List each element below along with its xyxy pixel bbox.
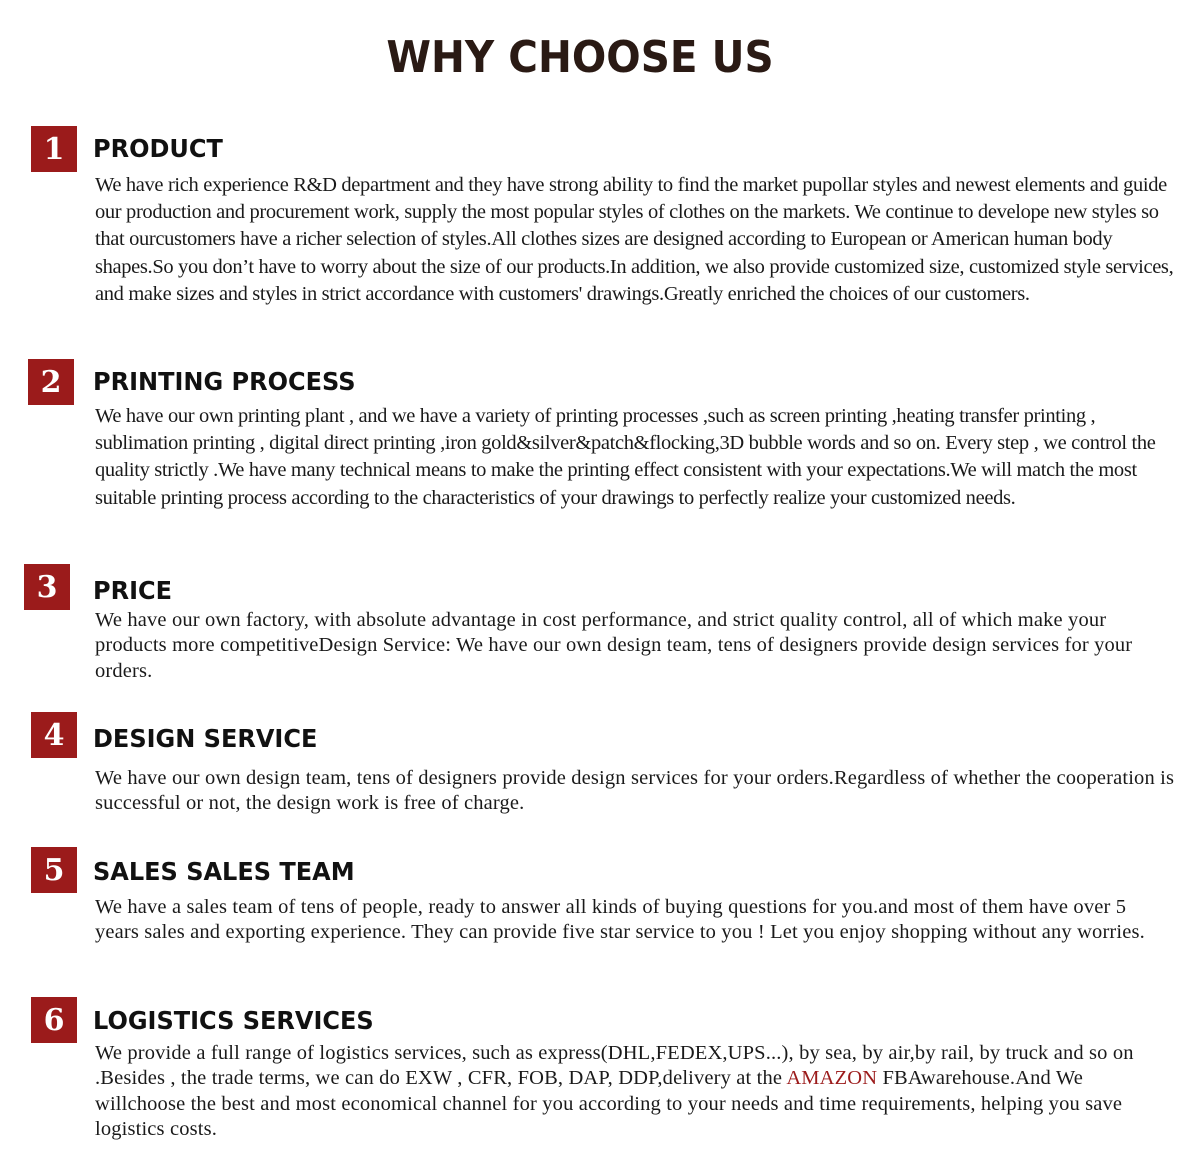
- section-number-badge: 1: [31, 126, 77, 172]
- section-number-badge: 5: [31, 847, 77, 893]
- section-number-badge: 4: [31, 712, 77, 758]
- section-body: We have our own design team, tens of designers provide design services for your orders.Regardless of whether the cooperation is successful or not, the design work is free of charge.: [95, 767, 1175, 815]
- amazon-highlight: AMAZON: [786, 1067, 878, 1090]
- section-body: We have a sales team of tens of people, ready to answer all kinds of buying questions for you.and most of them have over 5 years sales and exporting experience. They can provide five star service to you ! Let you enjoy shopping without any worries.: [95, 896, 1145, 944]
- section-heading: PRINTING PROCESS: [93, 367, 356, 396]
- section-heading: LOGISTICS SERVICES: [93, 1006, 374, 1035]
- section-number-badge: 2: [28, 359, 74, 405]
- section-body: We have our own printing plant , and we have a variety of printing processes ,such as screen printing ,heating transfer printing , sublimation printing , digital direct printing ,iron gold&silver&patch&flocking,3D bubble words and so on. Every step , we control the quality strictly .We have many technical means to make the printing effect consistent with your expectations.We will match the most suitable printing process according to the characteristics of your drawings to perfectly realize your customized needs.: [95, 405, 1156, 509]
- section-number-badge: 3: [24, 564, 70, 610]
- body-text-part: FBAwarehouse.And We willchoose the best and most economical channel for you according to your needs and time requirements, helping you save logistics costs.: [95, 1067, 1123, 1141]
- section-body: [95, 1041, 1175, 1143]
- section-body: We have rich experience R&D department and they have strong ability to find the market pupollar styles and newest elements and guide our production and procurement work, supply the most popular styles of clothes on the markets. We continue to develope new styles so that ourcustomers have a richer selection of styles.All clothes sizes are designed according to European or American human body shapes.So you don’t have to worry about the size of our products.In addition, we also provide customized size, customized style services, and make sizes and styles in strict accordance with customers' drawings.Greatly enriched the choices of our customers.: [95, 174, 1174, 305]
- section-number-badge: 6: [31, 997, 77, 1043]
- section-heading: SALES SALES TEAM: [93, 857, 355, 886]
- page-title: WHY CHOOSE US: [386, 32, 774, 83]
- section-body: We have our own factory, with absolute advantage in cost performance, and strict quality control, all of which make your products more competitiveDesign Service: We have our own design team, tens of designers provide design services for your orders.: [95, 609, 1133, 682]
- section-heading: PRODUCT: [93, 134, 223, 163]
- section-heading: DESIGN SERVICE: [93, 724, 318, 753]
- body-text-part: We provide a full range of logistics services, such as express(DHL,FEDEX,UPS...), by sea, by air,by rail, by truck and so on .Besides , the trade terms, we can do EXW , CFR, FOB, DAP, DDP,delivery at the: [95, 1042, 1134, 1090]
- section-heading: PRICE: [93, 576, 173, 605]
